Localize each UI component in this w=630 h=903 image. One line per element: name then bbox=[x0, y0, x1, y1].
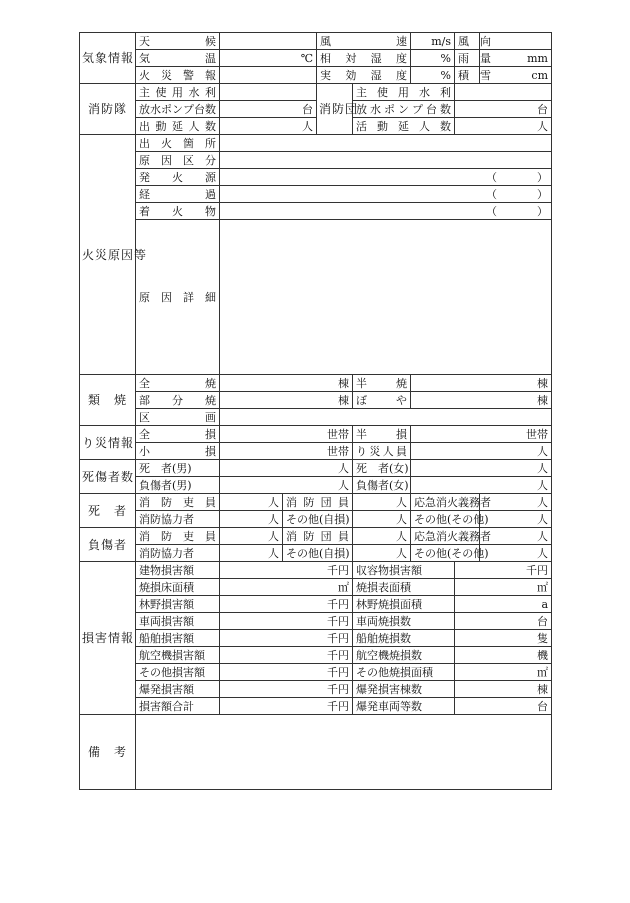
water-label: 主使用水利 bbox=[136, 84, 220, 101]
dead-other-label: その他(その他) bbox=[411, 511, 480, 528]
process-label: 経 過 bbox=[136, 186, 220, 203]
injured-duty-label: 応急消火義務者 bbox=[411, 528, 480, 545]
partial-burn-field[interactable]: 棟 bbox=[220, 392, 353, 409]
corps-pumps-label: 放水ポンプ台数 bbox=[353, 101, 455, 118]
damage-field[interactable]: 千円 bbox=[455, 562, 552, 579]
damage-field[interactable]: 千円 bbox=[220, 698, 353, 715]
damage-field[interactable]: 千円 bbox=[220, 596, 353, 613]
injured-coop-label: 消防協力者 bbox=[136, 545, 220, 562]
injured-coop-field[interactable]: 人 bbox=[220, 545, 283, 562]
partial-burn-label: 部分焼 bbox=[136, 392, 220, 409]
source-label: 発 火 源 bbox=[136, 169, 220, 186]
weather-label: 天 候 bbox=[136, 33, 220, 50]
damage-field[interactable]: 棟 bbox=[455, 681, 552, 698]
section-victims: り災情報 bbox=[80, 426, 136, 460]
injured-self-field[interactable]: 人 bbox=[353, 545, 411, 562]
class-label: 原因区分 bbox=[136, 152, 220, 169]
injured-corps-field[interactable]: 人 bbox=[353, 528, 411, 545]
dead-self-label: その他(自損) bbox=[283, 511, 353, 528]
damage-label: 損害額合計 bbox=[136, 698, 220, 715]
fire-report-form bbox=[79, 32, 551, 790]
damage-label: 車両焼損数 bbox=[353, 613, 455, 630]
staff-field[interactable]: 人 bbox=[220, 118, 317, 135]
dead-male-label: 死 者(男) bbox=[136, 460, 220, 477]
ignited-field[interactable] bbox=[220, 203, 552, 220]
section-corps: 消防団 bbox=[317, 84, 353, 135]
section-cause: 火災原因等 bbox=[80, 135, 136, 375]
rain-label: 雨 量 bbox=[455, 50, 480, 67]
injured-staff-label: 消防吏員 bbox=[136, 528, 220, 545]
full-burn-label: 全 焼 bbox=[136, 375, 220, 392]
snow-label: 積 雪 bbox=[455, 67, 480, 84]
form-table bbox=[79, 32, 552, 790]
alarm-label: 火災警報 bbox=[136, 67, 220, 84]
damage-field[interactable]: 千円 bbox=[220, 664, 353, 681]
ignited-label: 着 火 物 bbox=[136, 203, 220, 220]
injured-female-field[interactable]: 人 bbox=[411, 477, 552, 494]
damage-label: 爆発損害額 bbox=[136, 681, 220, 698]
remarks-field[interactable] bbox=[136, 715, 552, 790]
damage-field[interactable]: 台 bbox=[455, 613, 552, 630]
damage-label: 収容物損害額 bbox=[353, 562, 455, 579]
dead-duty-label: 応急消火義務者 bbox=[411, 494, 480, 511]
injured-corps-label: 消防団員 bbox=[283, 528, 353, 545]
weather-field[interactable] bbox=[220, 33, 317, 50]
minor-loss-field[interactable]: 世帯 bbox=[220, 443, 353, 460]
injured-female-label: 負傷者(女) bbox=[353, 477, 411, 494]
detail-label: 原因詳細 bbox=[136, 220, 220, 375]
injured-duty-field[interactable]: 人 bbox=[480, 528, 552, 545]
damage-field[interactable]: ㎡ bbox=[455, 664, 552, 681]
pumps-label: 放水ポンプ台数 bbox=[136, 101, 220, 118]
damage-label: 爆発損害棟数 bbox=[353, 681, 455, 698]
dead-self-field[interactable]: 人 bbox=[353, 511, 411, 528]
dead-corps-field[interactable]: 人 bbox=[353, 494, 411, 511]
origin-label: 出火箇所 bbox=[136, 135, 220, 152]
damage-label: その他損害額 bbox=[136, 664, 220, 681]
small-burn-label: ぼ や bbox=[353, 392, 411, 409]
victim-people-label: り災人員 bbox=[353, 443, 411, 460]
damage-label: 爆発車両等数 bbox=[353, 698, 455, 715]
humidity-label: 相対湿度 bbox=[317, 50, 411, 67]
injured-self-label: その他(自損) bbox=[283, 545, 353, 562]
section-injured: 負傷者 bbox=[80, 528, 136, 562]
section-damage: 損害情報 bbox=[80, 562, 136, 715]
damage-field[interactable]: ㎡ bbox=[455, 579, 552, 596]
damage-label: 焼損表面積 bbox=[353, 579, 455, 596]
total-loss-label: 全 損 bbox=[136, 426, 220, 443]
damage-field[interactable]: 台 bbox=[455, 698, 552, 715]
block-label: 区 画 bbox=[136, 409, 220, 426]
section-dead: 死 者 bbox=[80, 494, 136, 528]
corps-pumps-field[interactable]: 台 bbox=[455, 101, 552, 118]
dead-coop-label: 消防協力者 bbox=[136, 511, 220, 528]
corps-water-label: 主使用水利 bbox=[353, 84, 455, 101]
staff-label: 出動延人数 bbox=[136, 118, 220, 135]
minor-loss-label: 小 損 bbox=[136, 443, 220, 460]
half-loss-label: 半 損 bbox=[353, 426, 411, 443]
damage-field[interactable]: ㎡ bbox=[220, 579, 353, 596]
injured-other-field[interactable]: 人 bbox=[480, 545, 552, 562]
section-casualties: 死傷者数 bbox=[80, 460, 136, 494]
damage-label: その他焼損面積 bbox=[353, 664, 455, 681]
corps-staff-field[interactable]: 人 bbox=[455, 118, 552, 135]
eff-humidity-label: 実効湿度 bbox=[317, 67, 411, 84]
damage-field[interactable]: 千円 bbox=[220, 630, 353, 647]
wind-speed-field[interactable]: m/s bbox=[411, 33, 455, 50]
section-weather: 気象情報 bbox=[80, 33, 136, 84]
section-brigade: 消防隊 bbox=[80, 84, 136, 135]
temp-field[interactable]: ℃ bbox=[220, 50, 317, 67]
damage-field[interactable]: 機 bbox=[455, 647, 552, 664]
damage-field[interactable]: 千円 bbox=[220, 681, 353, 698]
damage-field[interactable]: 千円 bbox=[220, 647, 353, 664]
damage-label: 建物損害額 bbox=[136, 562, 220, 579]
half-loss-field[interactable]: 世帯 bbox=[411, 426, 552, 443]
half-burn-label: 半 焼 bbox=[353, 375, 411, 392]
water-field[interactable] bbox=[220, 84, 317, 101]
damage-label: 林野焼損面積 bbox=[353, 596, 455, 613]
dead-staff-label: 消防吏員 bbox=[136, 494, 220, 511]
victim-people-field[interactable]: 人 bbox=[411, 443, 552, 460]
full-burn-field[interactable]: 棟 bbox=[220, 375, 353, 392]
damage-label: 航空機焼損数 bbox=[353, 647, 455, 664]
source-field[interactable] bbox=[220, 169, 552, 186]
damage-label: 車両損害額 bbox=[136, 613, 220, 630]
humidity-field[interactable]: % bbox=[411, 50, 455, 67]
section-burn: 類 焼 bbox=[80, 375, 136, 426]
dead-female-label: 死 者(女) bbox=[353, 460, 411, 477]
wind-speed-label: 風 速 bbox=[317, 33, 411, 50]
dead-corps-label: 消防団員 bbox=[283, 494, 353, 511]
small-burn-field[interactable]: 棟 bbox=[411, 392, 552, 409]
section-remarks: 備 考 bbox=[80, 715, 136, 790]
dead-duty-field[interactable]: 人 bbox=[480, 494, 552, 511]
dead-male-field[interactable]: 人 bbox=[220, 460, 353, 477]
damage-label: 航空機損害額 bbox=[136, 647, 220, 664]
pumps-field[interactable]: 台 bbox=[220, 101, 317, 118]
damage-field[interactable]: 隻 bbox=[455, 630, 552, 647]
paren-close: ） bbox=[537, 170, 548, 184]
injured-male-field[interactable]: 人 bbox=[220, 477, 353, 494]
damage-field[interactable]: a bbox=[455, 596, 552, 613]
class-field[interactable] bbox=[220, 152, 552, 169]
damage-field[interactable]: 千円 bbox=[220, 562, 353, 579]
damage-label: 焼損床面積 bbox=[136, 579, 220, 596]
dead-coop-field[interactable]: 人 bbox=[220, 511, 283, 528]
damage-label: 船舶焼損数 bbox=[353, 630, 455, 647]
corps-staff-label: 活動延人数 bbox=[353, 118, 455, 135]
paren-close: ） bbox=[537, 204, 548, 218]
eff-humidity-field[interactable]: % bbox=[411, 67, 455, 84]
total-loss-field[interactable]: 世帯 bbox=[220, 426, 353, 443]
wind-dir-label: 風 向 bbox=[455, 33, 480, 50]
half-burn-field[interactable]: 棟 bbox=[411, 375, 552, 392]
snow-field[interactable]: cm bbox=[480, 67, 552, 84]
dead-other-field[interactable]: 人 bbox=[480, 511, 552, 528]
injured-staff-field[interactable]: 人 bbox=[220, 528, 283, 545]
paren-open: （ bbox=[486, 170, 497, 184]
corps-water-field[interactable] bbox=[455, 84, 552, 101]
dead-female-field[interactable]: 人 bbox=[411, 460, 552, 477]
paren-open: （ bbox=[486, 187, 497, 201]
alarm-field[interactable] bbox=[220, 67, 317, 84]
process-field[interactable] bbox=[220, 186, 552, 203]
injured-other-label: その他(その他) bbox=[411, 545, 480, 562]
temp-label: 気 温 bbox=[136, 50, 220, 67]
injured-male-label: 負傷者(男) bbox=[136, 477, 220, 494]
damage-label: 林野損害額 bbox=[136, 596, 220, 613]
block-field[interactable] bbox=[220, 409, 552, 426]
dead-staff-field[interactable]: 人 bbox=[220, 494, 283, 511]
detail-field[interactable] bbox=[220, 220, 552, 375]
damage-field[interactable]: 千円 bbox=[220, 613, 353, 630]
rain-field[interactable]: mm bbox=[480, 50, 552, 67]
origin-field[interactable] bbox=[220, 135, 552, 152]
paren-open: （ bbox=[486, 204, 497, 218]
paren-close: ） bbox=[537, 187, 548, 201]
damage-label: 船舶損害額 bbox=[136, 630, 220, 647]
